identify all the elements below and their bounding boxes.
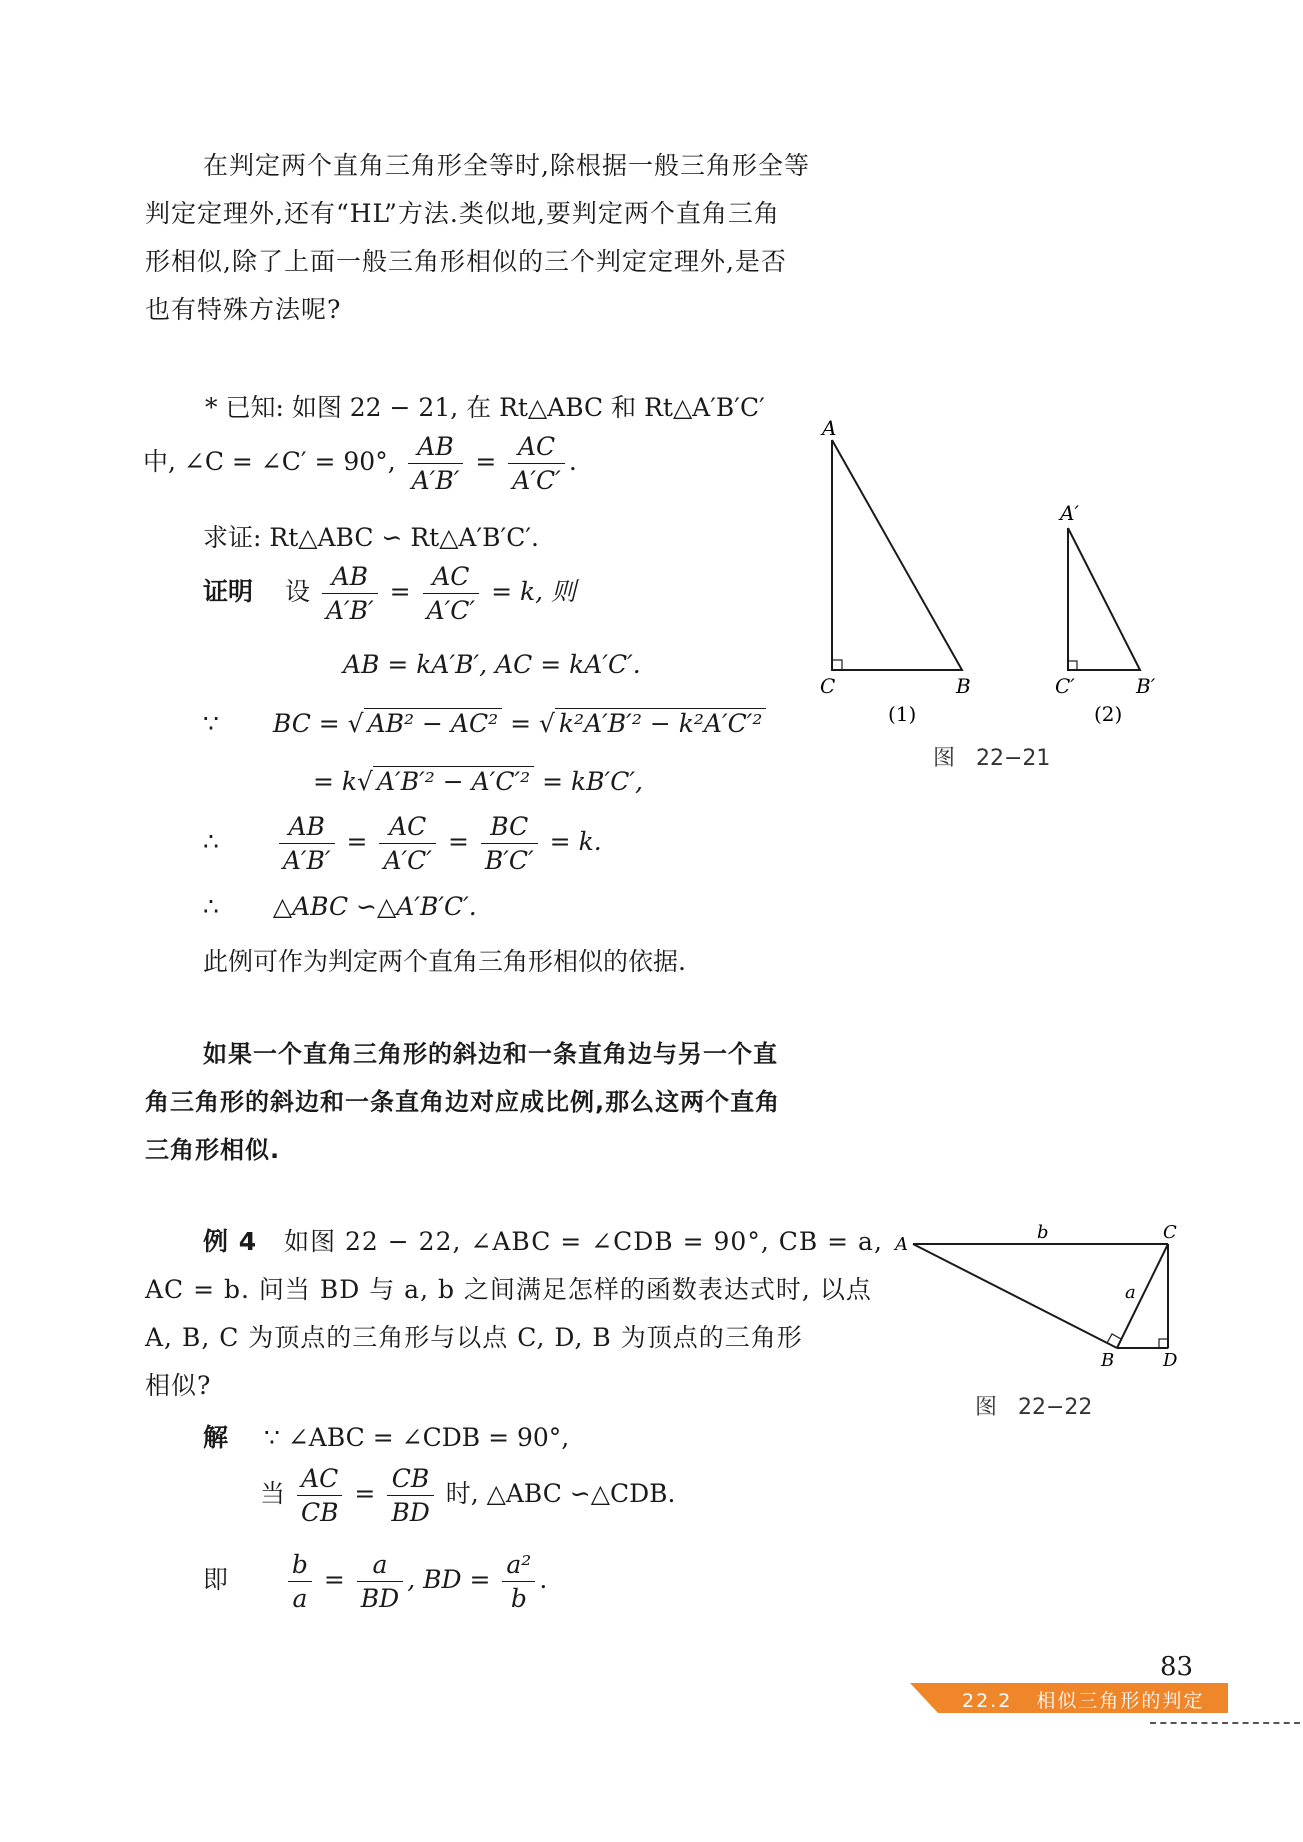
footer-dashed-rule <box>1150 1722 1300 1724</box>
page-number: 83 <box>1160 1652 1194 1682</box>
fig1-label-a: A <box>822 416 837 440</box>
fig1-label-b-prime: B′ <box>1136 674 1156 698</box>
example-line-2: AC = b. 问当 BD 与 a, b 之间满足怎样的函数表达式时, 以点 <box>145 1275 872 1304</box>
fig1-caption: 图 22−21 <box>933 746 1051 771</box>
triangle-apbpcp <box>1068 528 1140 670</box>
intro-line-1: 在判定两个直角三角形全等时,除根据一般三角形全等 <box>203 151 810 180</box>
proof-step-3: = k√ A′B′² − A′C′² = kB′C′, <box>313 767 643 796</box>
fig1-subcaption-2: (2) <box>1094 702 1123 726</box>
fig1-label-c: C <box>820 674 836 698</box>
fig2-label-a: A <box>895 1234 908 1255</box>
fig2-label-a-side: a <box>1125 1282 1136 1303</box>
proof-label: 证明 <box>203 577 254 606</box>
figure-22-21 <box>810 415 1190 775</box>
section-tab <box>910 1683 1228 1713</box>
solution-line-2: 当 $\frac{AC}{CB}$ = $\frac{CB}{BD}$ 时, △ABC ∽△CDB. <box>260 1464 676 1527</box>
proof-step-2: ∵ BC = √ AB² − AC² = √ k²A′B′² − k²A′C′² <box>203 708 766 738</box>
proof-step-1: AB = kA′B′, AC = kA′C′. <box>343 650 641 679</box>
fig2-label-d: D <box>1163 1350 1178 1370</box>
example-4 <box>145 1218 885 1410</box>
fraction-ac-apcp: $\frac{AC}{A'C'}$ <box>508 432 565 495</box>
proof-step-5: ∴ △ABC ∽△A′B′C′. <box>203 892 477 921</box>
solution-line-3: 即 $\frac{b}{a}$ = $\frac{a}{BD}$ , BD = $\frac{\text{a²}}{b}$ . <box>203 1550 548 1613</box>
fig1-label-a-prime: A′ <box>1060 501 1079 525</box>
fig1-subcaption-1: (1) <box>888 702 917 726</box>
fig2-caption: 图 22−22 <box>975 1395 1093 1420</box>
fraction-ab-apbp: $\frac{AB}{A'B'}$ <box>408 432 464 495</box>
triangle-abc <box>832 440 962 670</box>
section-title: 22.2 相似三角形的判定 <box>962 1690 1205 1712</box>
proof-step-4: ∴ $\frac{AB}{A'B'}$ = $\frac{AC}{A'C'}$ = $\frac{BC}{B'C'}$ = k. <box>203 812 602 875</box>
intro-line-2: 判定定理外,还有“HL”方法.类似地,要判定两个直角三角 <box>145 199 780 228</box>
given-line-2: 中, ∠C = ∠C′ = 90°, $\frac{AB}{A'B'}$ = $\frac{AC}{A'C'}$ . <box>143 432 577 495</box>
theorem-line-3: 三角形相似. <box>145 1136 281 1164</box>
fig2-label-b: B <box>1101 1350 1115 1370</box>
example-label: 例 4 <box>203 1227 258 1256</box>
fig2-label-c: C <box>1163 1222 1177 1243</box>
example-line-3: A, B, C 为顶点的三角形与以点 C, D, B 为顶点的三角形 <box>145 1323 803 1352</box>
fig2-label-b-side: b <box>1037 1222 1049 1243</box>
fig1-label-c-prime: C′ <box>1055 674 1075 698</box>
proof-setup: 证明 设 $\frac{AB}{A'B'}$ = $\frac{AC}{A'C'}$ = k, 则 <box>203 562 577 625</box>
theorem-line-2: 角三角形的斜边和一条直角边对应成比例,那么这两个直角 <box>145 1088 781 1116</box>
theorem-block <box>145 1030 885 1174</box>
intro-paragraph <box>145 142 885 334</box>
example-line-1: 如图 22 − 22, ∠ABC = ∠CDB = 90°, CB = a, <box>284 1227 883 1256</box>
fig1-label-b: B <box>956 674 971 698</box>
intro-line-4: 也有特殊方法呢? <box>145 295 342 324</box>
solution-label: 解 <box>203 1423 229 1452</box>
theorem-line-1: 如果一个直角三角形的斜边和一条直角边与另一个直 <box>203 1040 778 1068</box>
given-line-1: * 已知: 如图 22 − 21, 在 Rt△ABC 和 Rt△A′B′C′ <box>205 393 765 422</box>
example-line-4: 相似? <box>145 1371 212 1400</box>
proof-conclusion: 此例可作为判定两个直角三角形相似的依据. <box>203 947 686 976</box>
solution-line-1: 解 ∵ ∠ABC = ∠CDB = 90°, <box>203 1423 570 1452</box>
prove-statement: 求证: Rt△ABC ∽ Rt△A′B′C′. <box>203 523 539 552</box>
intro-line-3: 形相似,除了上面一般三角形相似的三个判定定理外,是否 <box>145 247 787 276</box>
figure-22-22 <box>885 1220 1185 1370</box>
